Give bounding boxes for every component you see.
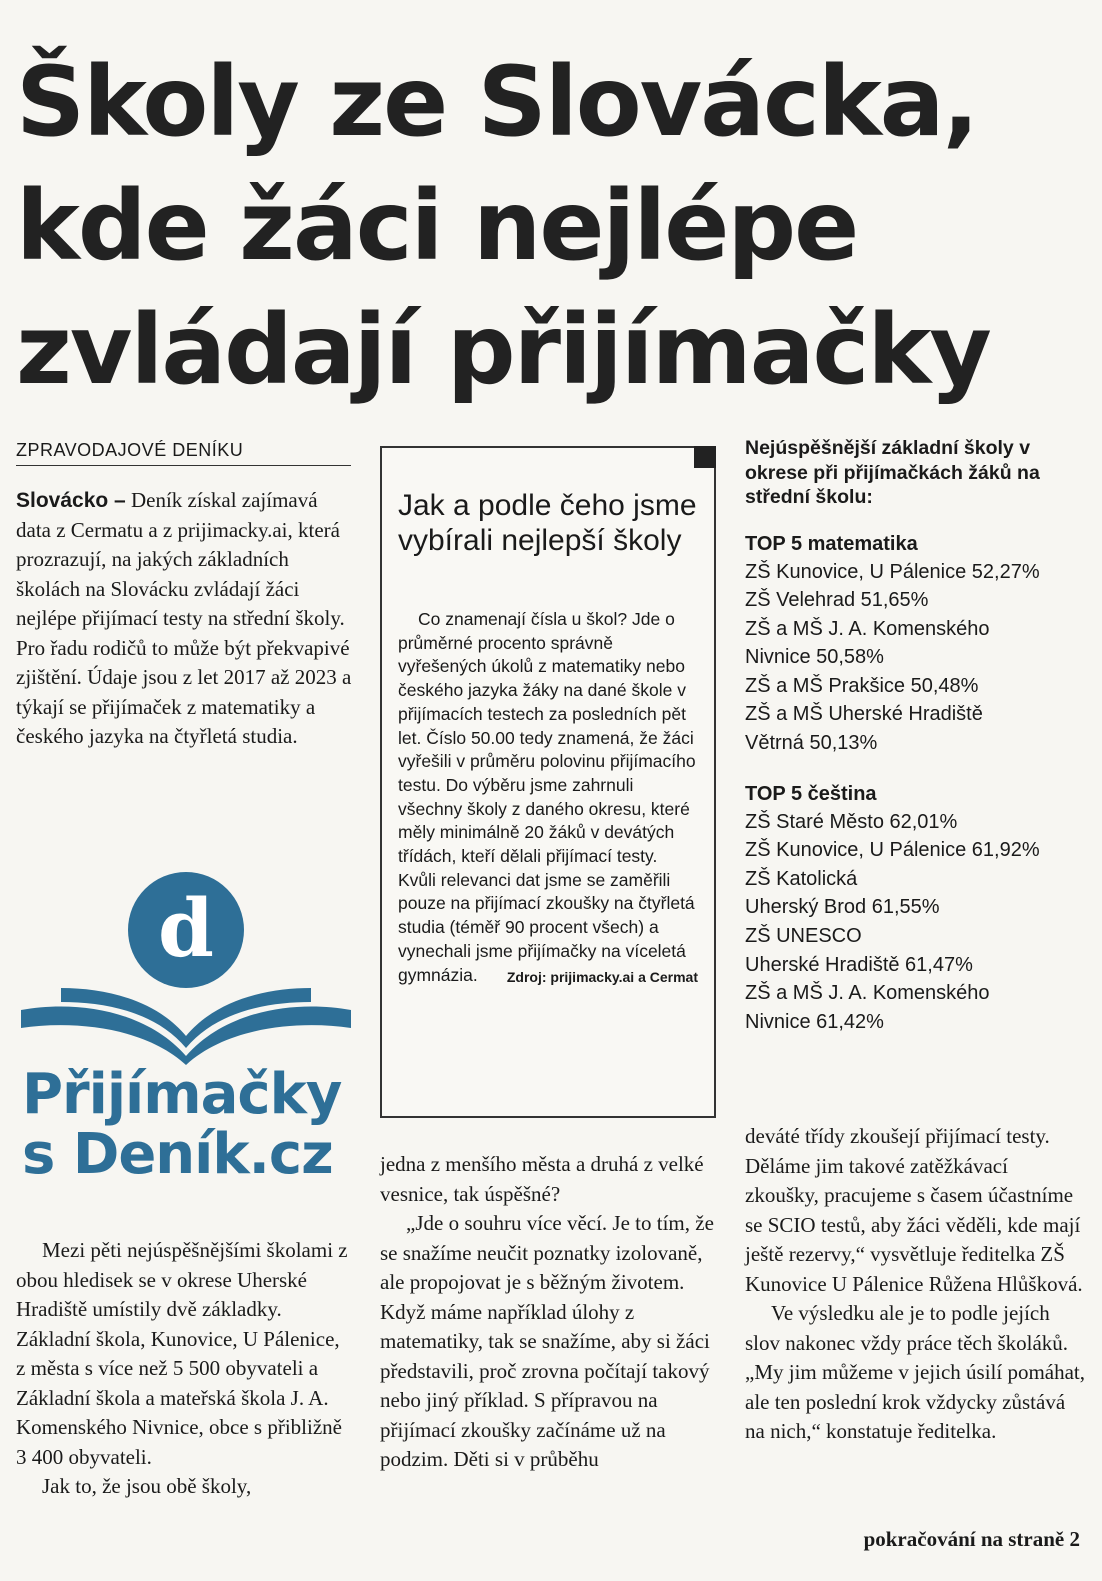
logo-letter: d [158,881,214,975]
ranking-item: Uherské Hradiště 61,47% [745,953,973,976]
info-box [380,446,716,1118]
article-paragraph: Mezi pěti nejúspěšnějšími školami z obou hledisek se v okrese Uherské Hradiště umístily dvě základky. Základní škola, Kunovice, U Pálenice, z města s více než 5 500 obyvateli a Základní škola a mateřská škola J. A. Komenského Nivnice, obce s přibližně 3 400 obyvateli. [16,1238,348,1469]
info-box-body [398,608,698,989]
info-box-text: Co znamenají čísla u škol? Jde o průměrné procento správně vyřešených úkolů z matematiky nebo českého jazyka žáky na dané škole v přijímacích testech za posledních pět let. Číslo 50.00 tedy znamená, že žáci vyřešili v průměru polovinu přijímacího testu. Do výběru jsme zahrnuli všechny školy z daného okresu, které měly minimálně 20 žáků v devátých třídách, kteří dělali přijímací testy. Kvůli relevanci dat jsme se zaměřili pouze na přijímací zkoušky na čtyřletá studia (téměř 90 procent všech) a vynechali jsme přijímačky na víceletá gymnázia. [398,609,696,985]
math-ranking-title: TOP 5 matematika [745,532,918,555]
article-paragraph: deváté třídy zkoušejí přijímací testy. Děláme jim takové zatěžkávací zkoušky, pracujeme s časem účastníme se SCIO testů, aby žáci věděli, kde mají ještě rezervy,“ vysvětluje ředitelka ZŠ Kunovice U Pálenice Růžena Hlůšková. [745,1124,1083,1296]
headline-line-3: zvládají přijímačky [16,294,990,406]
lead-place: Slovácko – [16,489,126,512]
prijimacky-logo [16,860,356,1200]
logo-line-1: Přijímačky [22,1062,342,1127]
ranking-intro: Nejúspěšnější základní školy v okrese při přijímačkách žáků na střední školu: [745,437,1040,508]
box-corner-marker [694,446,716,468]
ranking-item: ZŠ UNESCO [745,925,862,948]
headline-line-1: Školy ze Slovácka, [16,46,978,158]
info-box-source: Zdroj: prijimacky.ai a Cermat [506,968,698,985]
ranking-item: ZŠ a MŠ J. A. Komenského [745,982,990,1005]
headline [16,40,1086,412]
byline: ZPRAVODAJOVÉ DENÍKU [16,440,351,466]
lead-paragraph [16,486,352,752]
logo-line-2: s Deník.cz [22,1122,333,1187]
ranking-item: Uherský Brod 61,55% [745,896,940,919]
continuation-note: pokračování na straně 2 [863,1527,1080,1551]
czech-ranking-title: TOP 5 čeština [745,782,877,805]
ranking-item: ZŠ Kunovice, U Pálenice 52,27% [745,560,1040,583]
headline-line-2: kde žáci nejlépe [16,170,858,282]
open-book-icon [16,860,356,1070]
ranking-item: ZŠ a MŠ J. A. Komenského [745,617,990,640]
ranking-item: ZŠ Kunovice, U Pálenice 61,92% [745,839,1040,862]
article-paragraph: Jak to, že jsou obě školy, [42,1474,252,1498]
ranking-item: ZŠ Velehrad 51,65% [745,589,929,612]
ranking-item: ZŠ Staré Město 62,01% [745,810,958,833]
article-left-column [16,1236,352,1502]
article-paragraph: jedna z menšího města a druhá z velké vesnice, tak úspěšné? [380,1152,704,1206]
info-box-title: Jak a podle čeho jsme vybírali nejlepší školy [398,489,697,557]
ranking-item: ZŠ a MŠ Uherské Hradiště [745,703,983,726]
article-middle-column [380,1150,715,1475]
lead-text: Deník získal zajímavá data z Cermatu a z prijimacky.ai, která prozrazují, na jakých základních školách na Slovácku zvládají žáci nejlépe přijímací testy na střední školy. Pro řadu rodičů to může být překvapivé zjištění. Údaje jsou z let 2017 až 2023 a týkají se přijímaček z matematiky a českého jazyka na čtyřletá studia. [16,488,352,748]
ranking-item: ZŠ Katolická [745,867,858,890]
article-paragraph: „Jde o souhru více věcí. Je to tím, že se snažíme neučit poznatky izolovaně, ale propojovat je s běžným životem. Když máme například úlohy z matematiky, tak se snažíme, aby si žáci představili, proč zrovna počítají takový nebo jiný příklad. S přípravou na přijímací zkoušky začínáme už na podzim. Děti si v průběhu [380,1211,714,1471]
ranking-item: ZŠ a MŠ Prakšice 50,48% [745,674,979,697]
ranking-item: Větrná 50,13% [745,732,878,755]
article-paragraph: Ve výsledku ale je to podle jejích slov nakonec vždy práce těch školáků. „My jim můžeme v jejich úsilí pomáhat, ale ten poslední krok vždycky zůstává na nich,“ konstatuje ředitelka. [745,1301,1086,1443]
school-ranking [745,436,1090,1036]
ranking-item: Nivnice 61,42% [745,1010,884,1033]
ranking-item: Nivnice 50,58% [745,646,884,669]
article-right-column [745,1122,1085,1447]
